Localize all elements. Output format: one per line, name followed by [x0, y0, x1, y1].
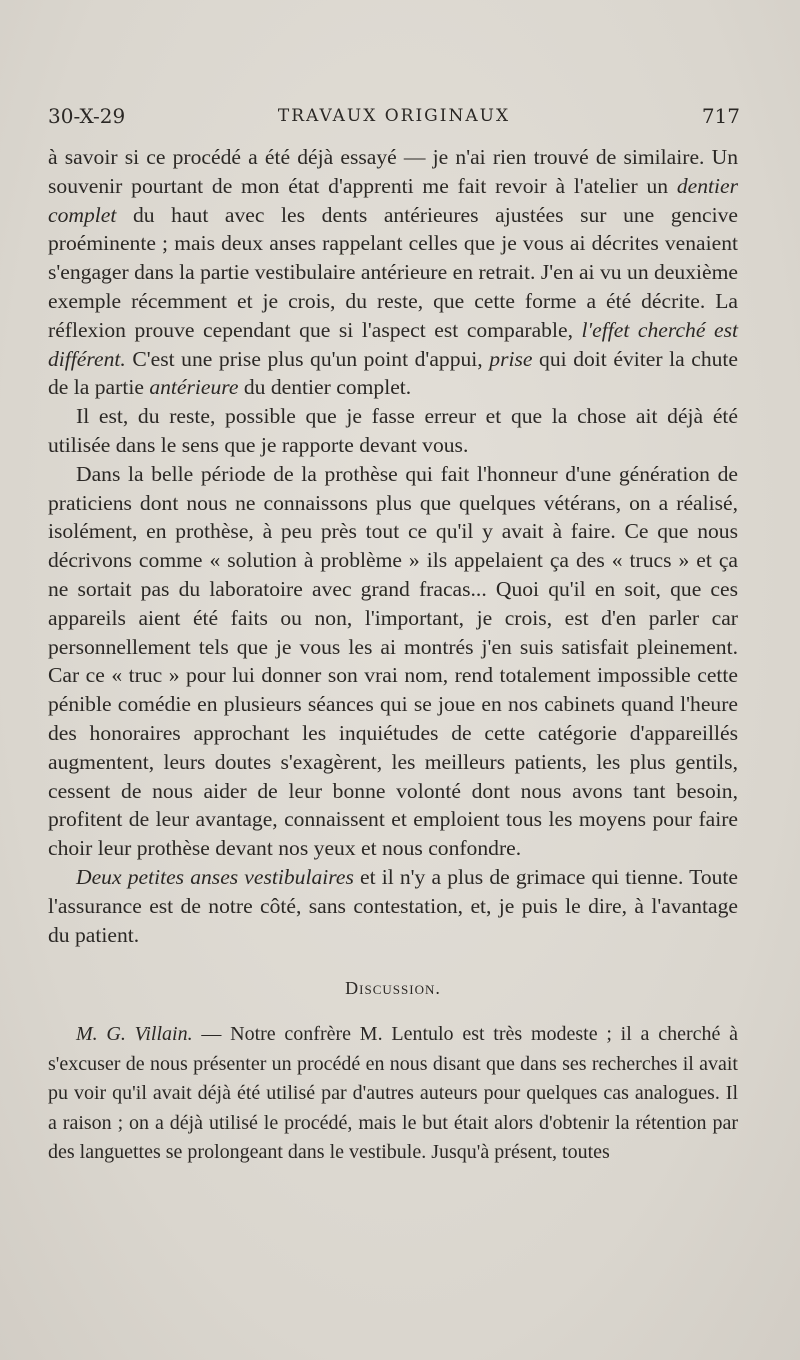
emphasized-text: Deux petites anses vestibulaires — [76, 864, 354, 889]
emphasized-text: l'effet cherché est différent. — [48, 317, 738, 371]
emphasized-text: antérieure — [149, 375, 239, 400]
text-run: à savoir si ce procédé a été déjà essayé — je n'ai rien trouvé de similaire. Un souvenir pourtant de mon état d'apprenti me fait revoir à l'atelier un — [48, 145, 738, 198]
discussion-paragraph — [48, 1020, 738, 1168]
discussion-heading: Discussion. — [345, 978, 441, 999]
body-text — [48, 143, 738, 1168]
text-run: du dentier complet. — [238, 375, 412, 400]
text-run: Il est, du reste, possible que je fasse erreur et que la chose ait déjà été utilisée dans le sens que je rapporte devant vous. — [48, 404, 738, 457]
text-run: qui doit éviter la chute de la partie — [48, 346, 738, 400]
section-heading — [48, 974, 738, 1003]
speaker-name: M. G. Villain. — [76, 1023, 193, 1046]
speaker-dash: — — [192, 1023, 231, 1046]
emphasized-text: dentier complet — [48, 173, 738, 227]
text-run: Dans la belle période de la prothèse qui fait l'honneur d'une génération de praticiens dont nous ne connaissons plus que quelques vétérans, on a réalisé, isolément, en prothèse, à peu près tout ce qu'il y avait à faire. Ce que nous décrivons comme « solution à problème » ils appelaient ça des « trucs » et ça ne sortait pas du laboratoire avec grand fracas... Quoi qu'il en soit, que ces appareils aient été faits ou non, l'important, je crois, est d'en parler car personnellement tels que je vous les ai montrés j'en suis satisfait pleinement. Car ce « truc » pour lui donner son vrai nom, rend totalement impossible cette pénible comédie en plusieurs séances qui se joue en nos cabinets quand l'heure des honoraires approchant les inquiétudes de cette catégorie d'appareillés augmentent, leurs doutes s'exagèrent, les meilleurs patients, les plus gentils, cessent de nous aider de leur bonne volonté dont nous avons tant besoin, profitent de leur avantage, connaissent et emploient tous les moyens pour faire choir leur prothèse devant nos yeux et nous confondre. — [48, 461, 738, 861]
header-running-title: TRAVAUX ORIGINAUX — [277, 106, 511, 126]
text-run: et il n'y a plus de grimace qui tienne. Toute l'assurance est de notre côté, sans contestation, et, je puis le dire, à l'avantage du patient. — [48, 864, 738, 947]
running-header — [48, 104, 740, 134]
header-date: 30-X-29 — [48, 104, 126, 128]
text-run: du haut avec les dents antérieures ajustées sur une gencive proéminente ; mais deux anses rappelant celles que je vous ai décrites venaient s'engager dans la partie vestibulaire antérieure en retrait. J'en ai vu un deuxième exemple récemment et je crois, du reste, que cette forme a été décrite. La réflexion prouve cependant que si l'aspect est comparable, — [48, 202, 738, 342]
paragraph — [48, 402, 738, 460]
paragraph — [48, 460, 738, 863]
paragraph-continued — [48, 143, 738, 402]
header-page-number: 717 — [701, 104, 740, 128]
text-run: C'est une prise plus qu'un point d'appui, — [125, 346, 490, 371]
discussion-text: Notre confrère M. Lentulo est très modeste ; il a cherché à s'excuser de nous présenter un procédé en nous disant que dans ses recherches il avait pu voir qu'il avait déjà été utilisé par d'autres auteurs pour quelques cas analogues. Il a raison ; on a déjà utilisé le procédé, mais le but était alors d'obtenir la rétention par des languettes se prolongeant dans le vestibule. Jusqu'à présent, toutes — [48, 1023, 738, 1164]
emphasized-text: prise — [489, 346, 533, 371]
paragraph — [48, 863, 738, 949]
